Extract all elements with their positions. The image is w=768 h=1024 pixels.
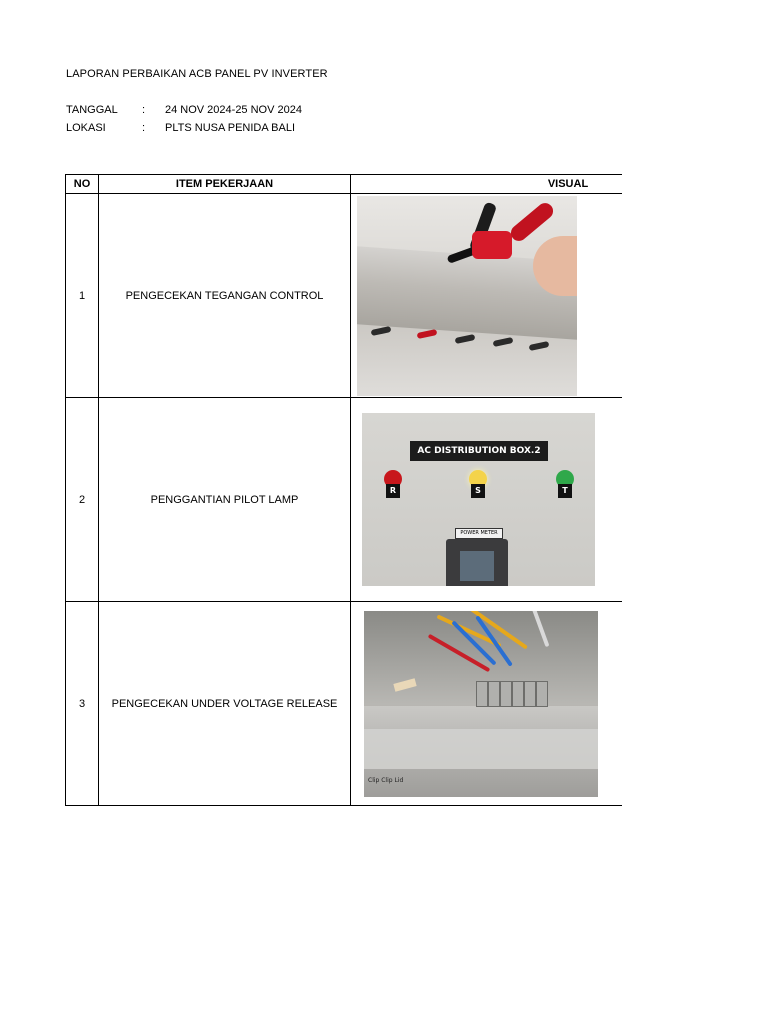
date-separator: : [142, 104, 146, 116]
power-meter-tag: POWER METER [455, 528, 503, 539]
vent-slot [493, 336, 514, 346]
row-visual [351, 602, 623, 806]
header-no: NO [66, 175, 99, 194]
red-clip [472, 231, 512, 259]
vent-slot [371, 325, 392, 335]
row-visual [351, 194, 623, 398]
table-row [66, 194, 623, 398]
row-no: 2 [66, 398, 99, 602]
vent-slot [455, 333, 476, 343]
terminal [476, 681, 488, 707]
location-value: PLTS NUSA PENIDA BALI [165, 122, 296, 134]
terminal [536, 681, 548, 707]
lid-caption: Clip Clip Lid [368, 776, 404, 784]
row-item: PENGECEKAN TEGANGAN CONTROL [99, 194, 351, 398]
work-table [65, 174, 622, 806]
undervoltage-release-photo [364, 611, 598, 797]
meter-screen [460, 551, 494, 581]
terminal [500, 681, 512, 707]
table-row [66, 602, 623, 806]
lamp-label-t: T [558, 484, 572, 498]
terminal [488, 681, 500, 707]
table-header-row [66, 175, 623, 194]
row-visual [351, 398, 623, 602]
header-visual: VISUAL [351, 175, 623, 194]
panel-label: AC DISTRIBUTION BOX.2 [410, 441, 548, 461]
location-separator: : [142, 122, 146, 134]
table-row [66, 398, 623, 602]
row-item: PENGECEKAN UNDER VOLTAGE RELEASE [99, 602, 351, 806]
power-meter [446, 539, 508, 586]
terminal [512, 681, 524, 707]
date-value: 24 NOV 2024-25 NOV 2024 [165, 104, 302, 116]
row-no: 1 [66, 194, 99, 398]
row-item: PENGGANTIAN PILOT LAMP [99, 398, 351, 602]
date-label: TANGGAL [66, 104, 118, 116]
grey-wire [529, 611, 550, 647]
transparent-lid [364, 729, 598, 769]
row-no: 3 [66, 602, 99, 806]
work-table-viewport [65, 174, 622, 807]
terminal [524, 681, 536, 707]
header-item: ITEM PEKERJAAN [99, 175, 351, 194]
pilot-lamp-photo [362, 413, 595, 586]
location-label: LOKASI [66, 122, 106, 134]
report-title: LAPORAN PERBAIKAN ACB PANEL PV INVERTER [66, 68, 328, 80]
vent-slot [529, 340, 550, 350]
lamp-label-s: S [471, 484, 485, 498]
wire-tag [393, 678, 416, 691]
lamp-label-r: R [386, 484, 400, 498]
control-voltage-photo [357, 196, 577, 396]
red-probe [508, 199, 557, 243]
vent-slot [417, 328, 438, 338]
